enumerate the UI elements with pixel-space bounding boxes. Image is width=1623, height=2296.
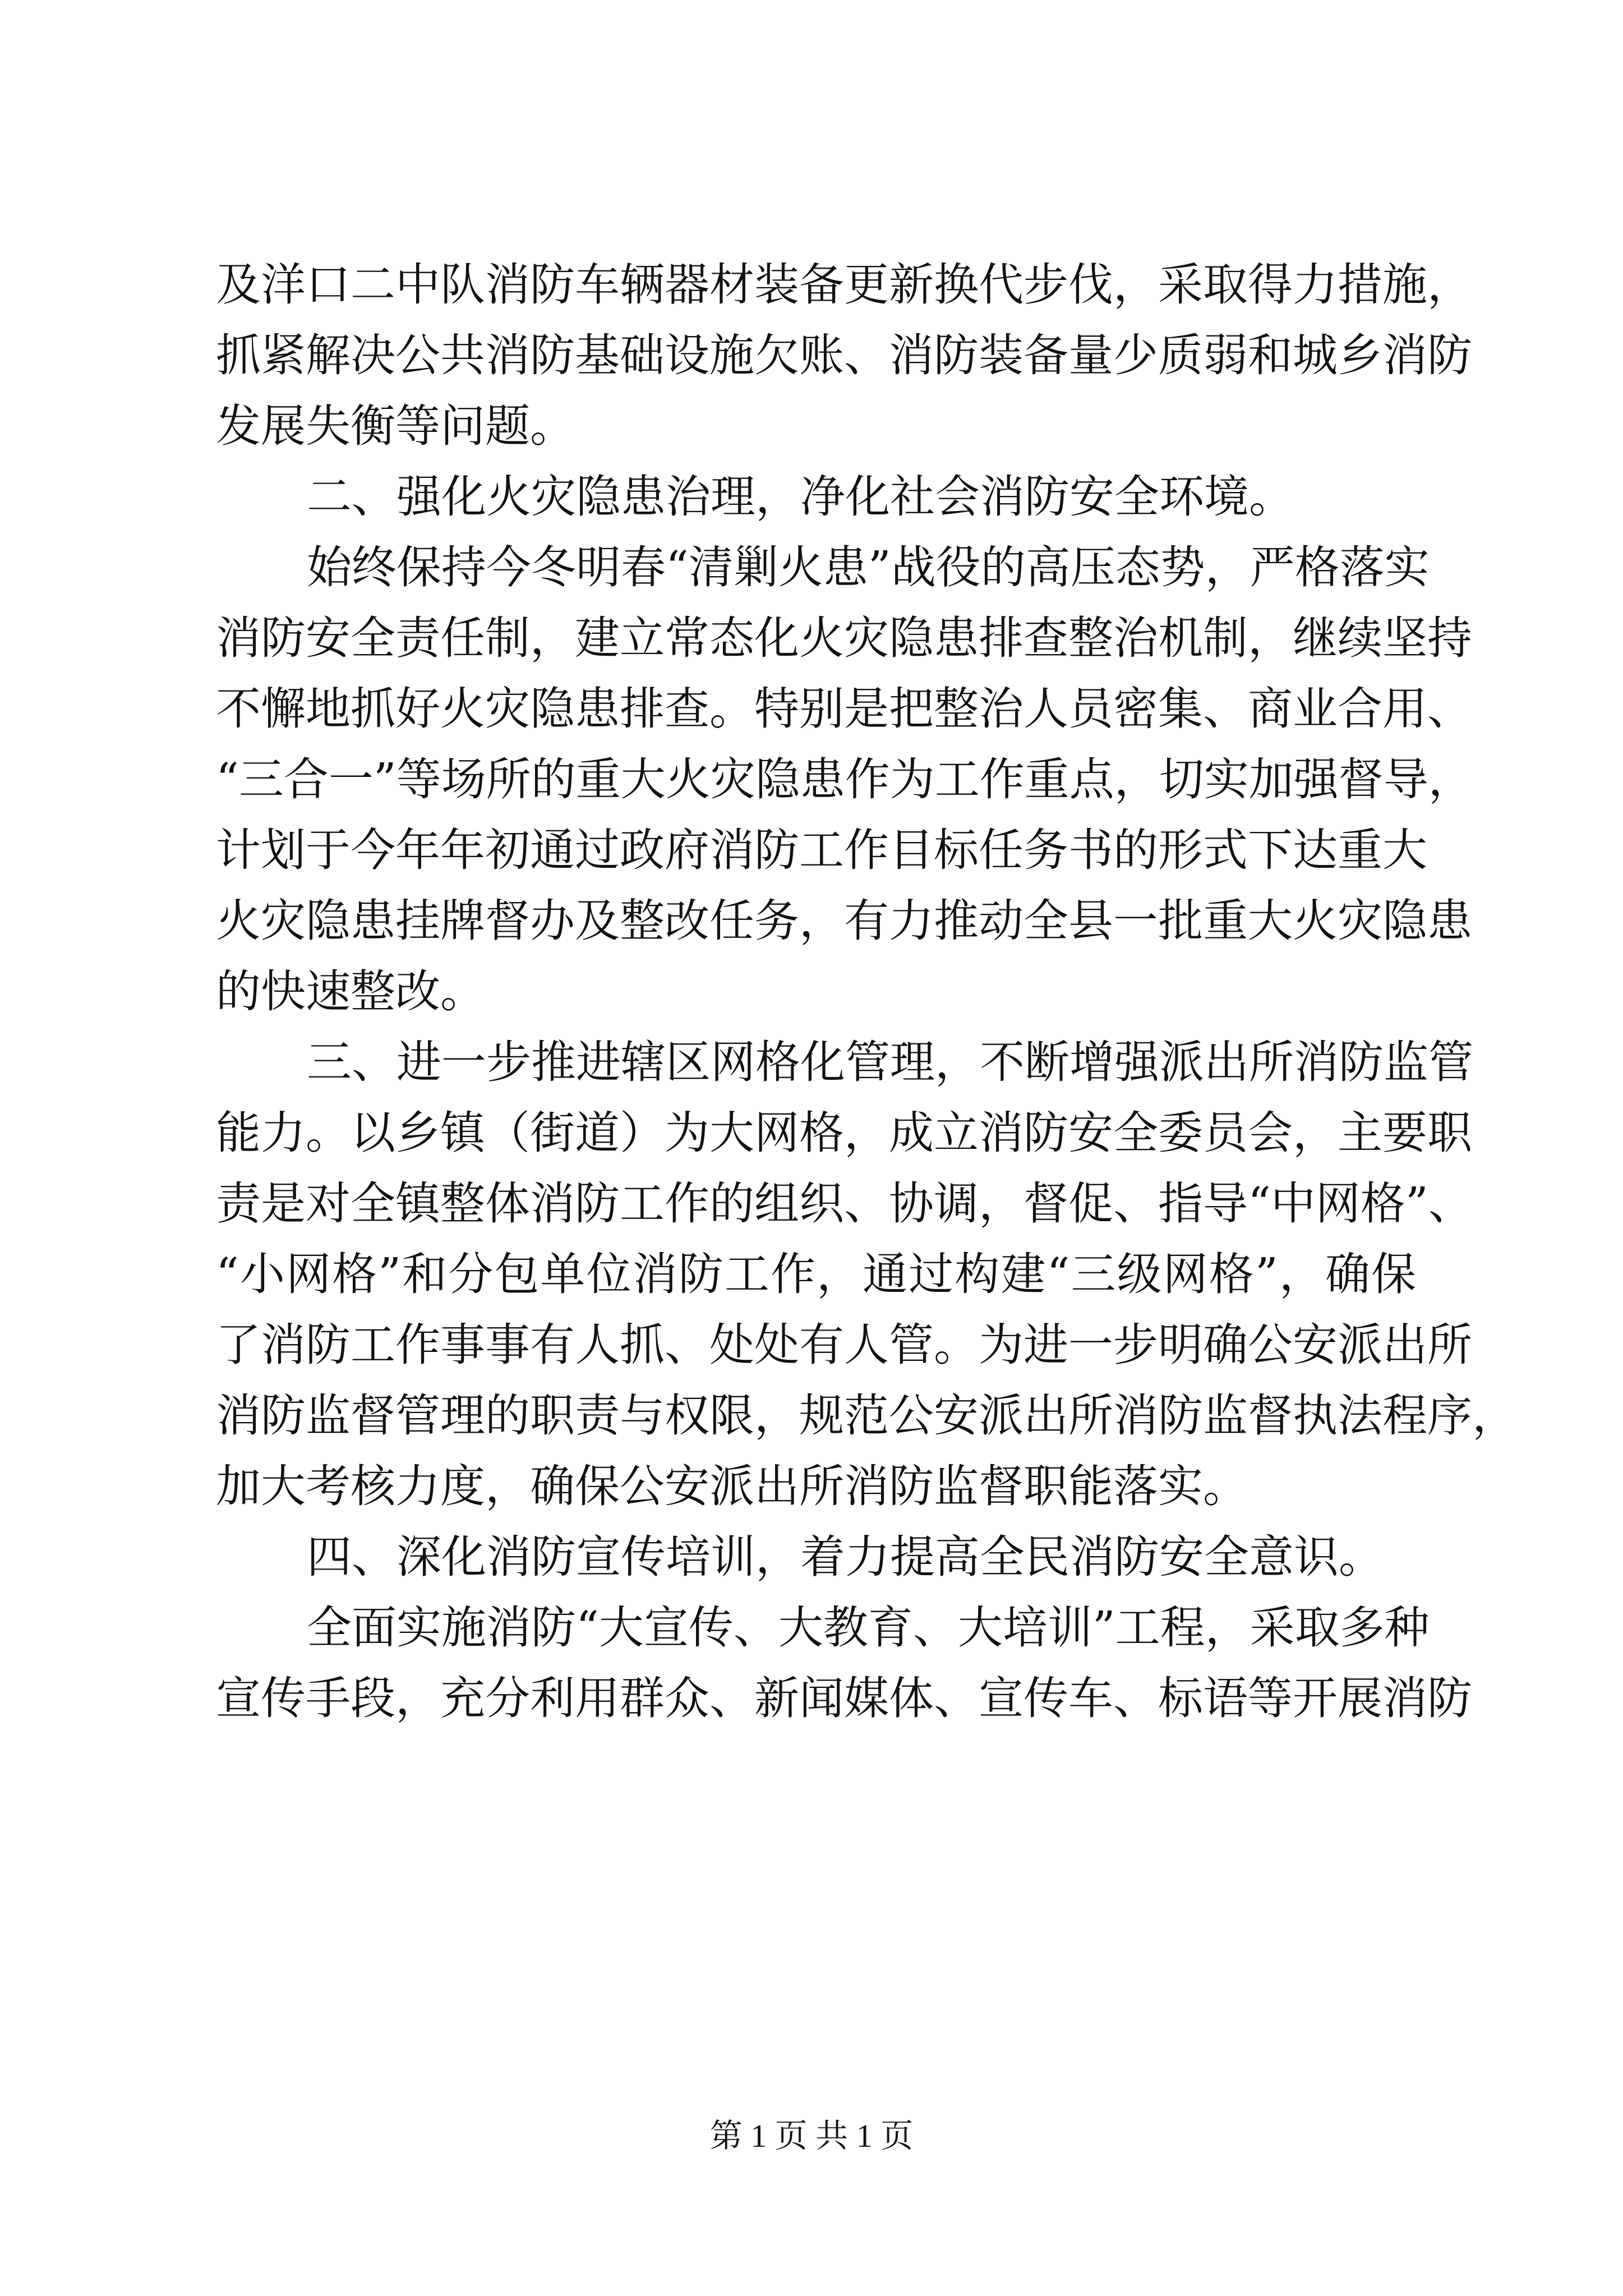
section-heading: 二、强化火灾隐患治理，净化社会消防安全环境。 <box>307 471 1294 523</box>
body-line: 计划于今年年初通过政府消防工作目标任务书的形式下达重大 <box>216 824 1427 876</box>
body-line: 宣传手段，充分利用群众、新闻媒体、宣传车、标语等开展消防 <box>216 1672 1472 1724</box>
body-line: 了消防工作事事有人抓、处处有人管。为进一步明确公安派出所 <box>216 1319 1472 1371</box>
body-line: 能力。以乡镇（街道）为大网格，成立消防安全委员会，主要职 <box>216 1107 1472 1159</box>
body-line: 消防安全责任制，建立常态化火灾隐患排查整治机制，继续坚持 <box>216 612 1472 664</box>
body-line: “三合一”等场所的重大火灾隐患作为工作重点，切实加强督导， <box>216 753 1473 806</box>
body-line: 加大考核力度，确保公安派出所消防监督职能落实。 <box>216 1460 1248 1512</box>
body-line: 发展失衡等问题。 <box>216 400 575 452</box>
body-line: 的快速整改。 <box>216 965 485 1018</box>
section-heading: 四、深化消防宣传培训，着力提高全民消防安全意识。 <box>307 1531 1384 1583</box>
body-line: “小网格”和分包单位消防工作，通过构建“三级网格”，确保 <box>216 1248 1416 1300</box>
page-footer <box>0 2116 1623 2156</box>
body-line: 责是对全镇整体消防工作的组织、协调，督促、指导“中网格”、 <box>216 1177 1473 1230</box>
body-line: 不懈地抓好火灾隐患排查。特别是把整治人员密集、商业合用、 <box>216 683 1472 735</box>
body-line: 消防监督管理的职责与权限，规范公安派出所消防监督执法程序， <box>216 1389 1517 1442</box>
body-line: 火灾隐患挂牌督办及整改任务，有力推动全县一批重大火灾隐患 <box>216 895 1472 947</box>
body-line: 全面实施消防“大宣传、大教育、大培训”工程，采取多种 <box>307 1602 1430 1654</box>
body-line: 抓紧解决公共消防基础设施欠账、消防装备量少质弱和城乡消防 <box>216 329 1472 381</box>
document-body <box>216 250 1517 1734</box>
body-line: 始终保持今冬明春“清剿火患”战役的高压态势，严格落实 <box>307 541 1430 593</box>
section-heading: 三、进一步推进辖区网格化管理，不断增强派出所消防监管 <box>307 1036 1473 1088</box>
body-line: 及洋口二中队消防车辆器材装备更新换代步伐，采取得力措施， <box>216 259 1472 311</box>
page-number-label: 第 1 页 共 1 页 <box>709 2118 914 2154</box>
